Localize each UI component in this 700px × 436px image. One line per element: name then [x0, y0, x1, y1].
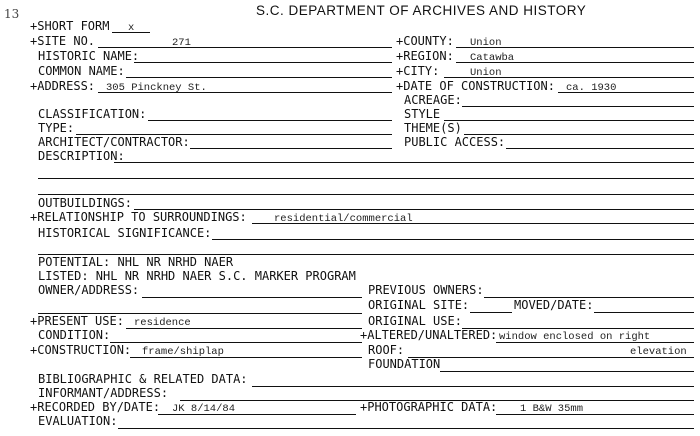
architect-line [190, 148, 392, 149]
site-no-label: +SITE NO. [30, 34, 96, 48]
altered-label: +ALTERED/UNALTERED: [360, 328, 498, 342]
relationship-label: +RELATIONSHIP TO SURROUNDINGS: [30, 210, 247, 224]
city-label: +CITY: [396, 64, 440, 78]
themes-label: THEME(S) [404, 121, 462, 135]
listed-label: LISTED: NHL NR NRHD NAER S.C. MARKER PROGRAM [38, 269, 356, 283]
description-line-3 [38, 194, 694, 195]
common-name-line [126, 77, 392, 78]
moved-date-line [594, 312, 694, 313]
outbuildings-label: OUTBUILDINGS: [38, 196, 132, 210]
altered-value-1: window enclosed on right [499, 331, 651, 343]
construction-label: +CONSTRUCTION: [30, 343, 132, 357]
original-site-line [470, 312, 512, 313]
date-construction-label: +DATE OF CONSTRUCTION: [396, 79, 555, 93]
city-value: Union [470, 67, 502, 79]
public-access-label: PUBLIC ACCESS: [404, 135, 506, 149]
recorded-by-label: +RECORDED BY/DATE: [30, 400, 161, 414]
historical-significance-label: HISTORICAL SIGNIFICANCE: [38, 226, 212, 240]
historic-name-line [134, 62, 392, 63]
common-name-label: COMMON NAME: [38, 64, 125, 78]
condition-line [110, 342, 362, 343]
classification-label: CLASSIFICATION: [38, 107, 147, 121]
present-use-label: +PRESENT USE: [30, 314, 124, 328]
short-form-value: x [128, 22, 135, 34]
photographic-data-value: 1 B&W 35mm [520, 403, 584, 415]
potential-label: POTENTIAL: NHL NR NRHD NAER [38, 255, 234, 269]
style-label: STYLE [404, 107, 441, 121]
foundation-line [440, 371, 694, 372]
evaluation-label: EVALUATION: [38, 414, 118, 428]
bibliographic-label: BIBLIOGRAPHIC & RELATED DATA: [38, 372, 248, 386]
relationship-value: residential/commercial [274, 213, 413, 225]
region-label: +REGION: [396, 49, 454, 63]
form-title: S.C. DEPARTMENT OF ARCHIVES AND HISTORY [256, 3, 587, 18]
owner-address-line [142, 297, 362, 298]
evaluation-line [118, 428, 694, 429]
original-use-label: ORIGINAL USE: [368, 314, 462, 328]
site-no-line [98, 47, 392, 48]
architect-label: ARCHITECT/CONTRACTOR: [38, 135, 190, 149]
description-line-1 [114, 162, 694, 163]
previous-owners-label: PREVIOUS OWNERS: [368, 283, 484, 297]
acreage-line [462, 106, 694, 107]
type-label: TYPE: [38, 121, 75, 135]
style-line [444, 120, 694, 121]
roof-label: ROOF: [368, 343, 405, 357]
description-label: DESCRIPTION: [38, 149, 125, 163]
county-value: Union [470, 37, 502, 49]
historic-name-label: HISTORIC NAME: [38, 49, 140, 63]
classification-line [148, 120, 392, 121]
present-use-value: residence [134, 317, 191, 329]
moved-date-label: MOVED/DATE: [514, 298, 594, 312]
public-access-line [506, 148, 694, 149]
region-value: Catawba [470, 52, 515, 64]
address-label: +ADDRESS: [30, 79, 96, 93]
date-construction-value: ca. 1930 [566, 82, 617, 94]
foundation-label: FOUNDATION [368, 357, 441, 371]
short-form-label: +SHORT FORM [30, 19, 110, 33]
acreage-label: ACREAGE: [404, 93, 462, 107]
owner-address-label: OWNER/ADDRESS: [38, 283, 140, 297]
historical-significance-line [212, 239, 694, 240]
construction-value: frame/shiplap [142, 346, 224, 358]
recorded-by-value: JK 8/14/84 [172, 403, 236, 415]
county-label: +COUNTY: [396, 34, 454, 48]
description-line-2 [38, 178, 694, 179]
photographic-data-label: +PHOTOGRAPHIC DATA: [360, 400, 498, 414]
bibliographic-line [252, 386, 694, 387]
altered-value-2: elevation [630, 346, 687, 358]
page-mark: 13 [4, 7, 20, 21]
original-site-label: ORIGINAL SITE: [368, 298, 470, 312]
condition-label: CONDITION: [38, 328, 111, 342]
address-value: 305 Pinckney St. [106, 82, 207, 94]
informant-label: INFORMANT/ADDRESS: [38, 386, 169, 400]
site-no-value: 271 [172, 37, 191, 49]
